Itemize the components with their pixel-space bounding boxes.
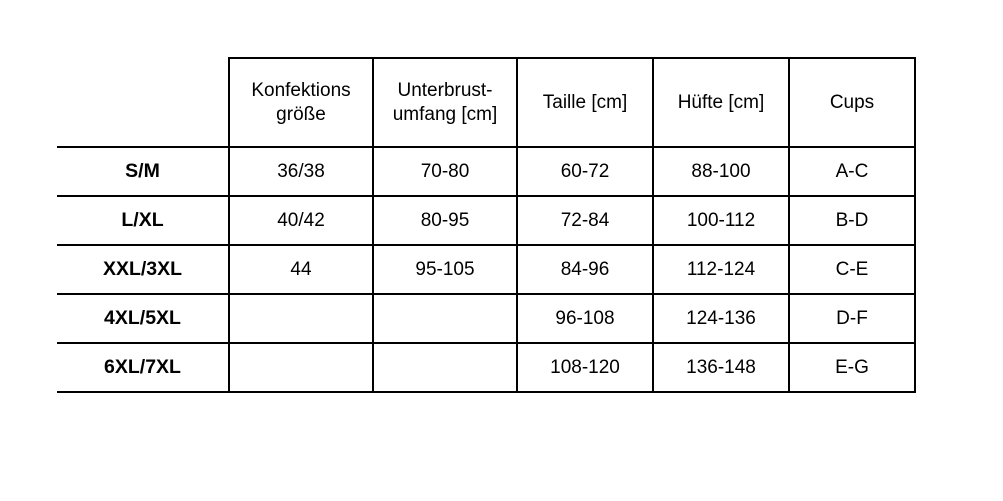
table-corner-cell (57, 58, 229, 147)
cell-cups: E-G (789, 343, 915, 392)
column-header-konfektionsgroesse-line2: größe (276, 103, 326, 125)
column-header-konfektionsgroesse-line1: Konfektions (251, 79, 351, 101)
column-header-huefte (653, 58, 789, 147)
column-header-konfektionsgroesse (229, 58, 373, 147)
column-header-unterbrustumfang (373, 58, 517, 147)
cell-unterbrustumfang: 95-105 (373, 245, 517, 294)
column-header-cups (789, 58, 915, 147)
cell-taille: 96-108 (517, 294, 653, 343)
cell-huefte: 100-112 (653, 196, 789, 245)
cell-huefte: 88-100 (653, 147, 789, 196)
cell-konfektionsgroesse (229, 294, 373, 343)
cell-huefte: 112-124 (653, 245, 789, 294)
row-header-size: 6XL/7XL (57, 343, 229, 392)
cell-konfektionsgroesse: 44 (229, 245, 373, 294)
table-body (57, 147, 915, 392)
row-header-size: 4XL/5XL (57, 294, 229, 343)
cell-unterbrustumfang (373, 343, 517, 392)
table-row (57, 343, 915, 392)
cell-cups: D-F (789, 294, 915, 343)
row-header-size: L/XL (57, 196, 229, 245)
column-header-cups-line1: Cups (829, 91, 875, 113)
column-header-taille (517, 58, 653, 147)
table-header-row (57, 58, 915, 147)
column-header-unterbrustumfang-line2: umfang [cm] (392, 103, 498, 125)
column-header-unterbrustumfang-line1: Unterbrust- (397, 79, 493, 101)
column-header-taille-line1: Taille [cm] (542, 91, 628, 113)
table-row (57, 147, 915, 196)
cell-taille: 72-84 (517, 196, 653, 245)
cell-unterbrustumfang (373, 294, 517, 343)
size-chart-table (57, 57, 916, 393)
cell-konfektionsgroesse (229, 343, 373, 392)
cell-taille: 60-72 (517, 147, 653, 196)
cell-huefte: 124-136 (653, 294, 789, 343)
cell-cups: C-E (789, 245, 915, 294)
cell-huefte: 136-148 (653, 343, 789, 392)
table-header (57, 58, 915, 147)
cell-taille: 84-96 (517, 245, 653, 294)
cell-konfektionsgroesse: 36/38 (229, 147, 373, 196)
table-row (57, 196, 915, 245)
cell-unterbrustumfang: 80-95 (373, 196, 517, 245)
column-header-huefte-line1: Hüfte [cm] (677, 91, 765, 113)
cell-cups: B-D (789, 196, 915, 245)
row-header-size: S/M (57, 147, 229, 196)
table-row (57, 294, 915, 343)
table-row (57, 245, 915, 294)
row-header-size: XXL/3XL (57, 245, 229, 294)
cell-unterbrustumfang: 70-80 (373, 147, 517, 196)
cell-konfektionsgroesse: 40/42 (229, 196, 373, 245)
cell-taille: 108-120 (517, 343, 653, 392)
cell-cups: A-C (789, 147, 915, 196)
